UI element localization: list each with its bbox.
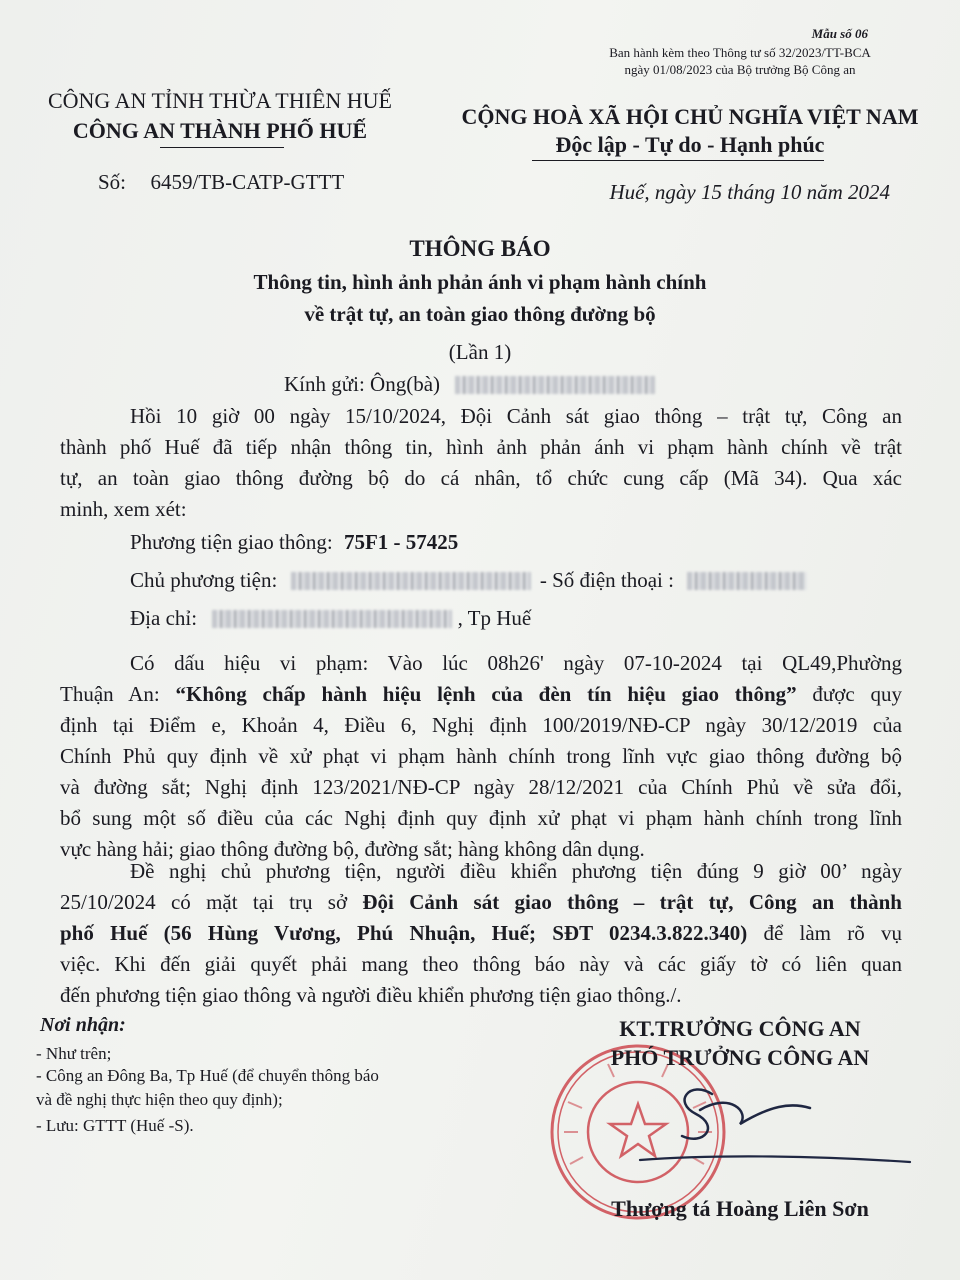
form-number: Mẫu số 06	[811, 26, 868, 41]
redacted-address	[212, 610, 452, 628]
violation-line-3: định tại Điểm e, Khoản 4, Điều 6, Nghị định 100/2019/NĐ-CP ngày 30/12/2019 của	[60, 713, 902, 737]
address-row	[130, 606, 531, 631]
recipients-title: Nơi nhận:	[40, 1014, 126, 1036]
agency-parent: CÔNG AN TỈNH THỪA THIÊN HUẾ	[47, 88, 392, 113]
vehicle-label: Phương tiện giao thông:	[130, 530, 333, 554]
document-subtitle-2: về trật tự, an toàn giao thông đường bộ	[304, 302, 656, 326]
address-label: Địa chỉ:	[130, 606, 198, 630]
violation-line-7: vực hàng hải; giao thông đường bộ, đường sắt; hàng không dân dụng.	[60, 837, 645, 861]
form-issuance-note	[540, 44, 940, 78]
handwritten-signature-icon	[600, 1062, 920, 1182]
owner-label: Chủ phương tiện:	[130, 568, 278, 592]
request-date: 25/10/2024 có mặt tại trụ sở	[60, 890, 363, 914]
violation-line-6: bổ sung một số điều của các Nghị định quy định xử phạt vi phạm hành chính trong lĩnh	[60, 806, 902, 830]
request-line-4: việc. Khi đến giải quyết phải mang theo thông báo này và các giấy tờ có liên quan	[60, 952, 902, 976]
redacted-phone-number	[687, 572, 807, 590]
request-line-3-tail: để làm rõ vụ	[747, 921, 902, 945]
national-motto: Độc lập - Tự do - Hạnh phúc	[555, 132, 825, 157]
form-issuance-line-2: ngày 01/08/2023 của Bộ trưởng Bộ Công an	[624, 62, 856, 77]
violation-line-5: và đường sắt; Nghị định 123/2021/NĐ-CP ngày 28/12/2021 của Chính Phủ về sửa đổi,	[60, 775, 902, 799]
request-line-2	[60, 887, 902, 918]
intro-line-4: minh, xem xét:	[60, 497, 187, 521]
violation-line-4: Chính Phủ quy định về xử phạt vi phạm hành chính trong lĩnh vực giao thông đường bộ	[60, 744, 902, 768]
signer-name: Thượng tá Hoàng Liên Sơn	[611, 1196, 869, 1221]
document-number-label: Số:	[98, 170, 127, 194]
recipient-2: - Công an Đông Ba, Tp Huế (để chuyển thông báo	[36, 1066, 379, 1085]
violation-location: Thuận An:	[60, 682, 176, 706]
request-line-5: đến phương tiện giao thông và người điều khiển phương tiện giao thông./.	[60, 983, 682, 1007]
national-title: CỘNG HOÀ XÃ HỘI CHỦ NGHĨA VIỆT NAM	[461, 104, 919, 129]
violation-line-2-tail: được quy	[796, 682, 902, 706]
intro-paragraph	[60, 401, 902, 525]
redacted-recipient-name	[455, 376, 655, 394]
issue-date: Huế, ngày 15 tháng 10 năm 2024	[609, 180, 890, 204]
agency-name: CÔNG AN THÀNH PHỐ HUẾ	[72, 118, 368, 143]
motto-underline	[532, 160, 824, 161]
request-line-3	[60, 918, 902, 949]
document-number-value: 6459/TB-CATP-GTTT	[150, 170, 345, 194]
violation-description: “Không chấp hành hiệu lệnh của đèn tín hiệu giao thông”	[175, 682, 797, 706]
agency-underline	[160, 147, 284, 148]
office-address-phone: phố Huế (56 Hùng Vương, Phú Nhuận, Huế; SĐT 0234.3.822.340)	[60, 921, 748, 945]
redacted-owner-name	[291, 572, 531, 590]
intro-line-3: tự, an toàn giao thông đường bộ do cá nhân, tổ chức cung cấp (Mã 34). Qua xác	[60, 466, 902, 490]
form-issuance-line-1: Ban hành kèm theo Thông tư số 32/2023/TT-BCA	[609, 45, 871, 60]
intro-line-2: thành phố Huế đã tiếp nhận thông tin, hình ảnh phản ánh vi phạm hành chính về trật	[60, 435, 902, 459]
document-title: THÔNG BÁO	[409, 236, 551, 261]
office-name: Đội Cảnh sát giao thông – trật tự, Công an thành	[362, 890, 902, 914]
greeting-label: Kính gửi: Ông(bà)	[284, 372, 441, 396]
signature-title-2: PHÓ TRƯỞNG CÔNG AN	[610, 1045, 870, 1070]
recipient-2-cont: và đề nghị thực hiện theo quy định);	[36, 1090, 283, 1109]
notice-issue: (Lần 1)	[448, 340, 512, 364]
violation-paragraph	[60, 648, 902, 865]
request-paragraph	[60, 856, 902, 1011]
greeting	[284, 372, 655, 397]
vehicle-row	[130, 530, 458, 555]
owner-row	[130, 568, 807, 593]
request-line-1: Đề nghị chủ phương tiện, người điều khiển phương tiện đúng 9 giờ 00’ ngày	[130, 859, 902, 883]
signature-title-1: KT.TRƯỞNG CÔNG AN	[619, 1016, 861, 1041]
document-number	[98, 170, 344, 195]
document-subtitle-1: Thông tin, hình ảnh phản ánh vi phạm hành chính	[253, 270, 707, 294]
phone-label: - Số điện thoại :	[539, 568, 674, 592]
intro-line-1: Hồi 10 giờ 00 ngày 15/10/2024, Đội Cảnh sát giao thông – trật tự, Công an	[130, 404, 902, 428]
recipient-3: - Lưu: GTTT (Huế -S).	[36, 1116, 194, 1135]
address-city: , Tp Huế	[457, 606, 532, 630]
license-plate: 75F1 - 57425	[343, 530, 459, 554]
violation-line-1: Có dấu hiệu vi phạm: Vào lúc 08h26' ngày 07-10-2024 tại QL49,Phường	[130, 651, 902, 675]
violation-line-2	[60, 679, 902, 710]
recipient-1: - Như trên;	[36, 1044, 112, 1063]
